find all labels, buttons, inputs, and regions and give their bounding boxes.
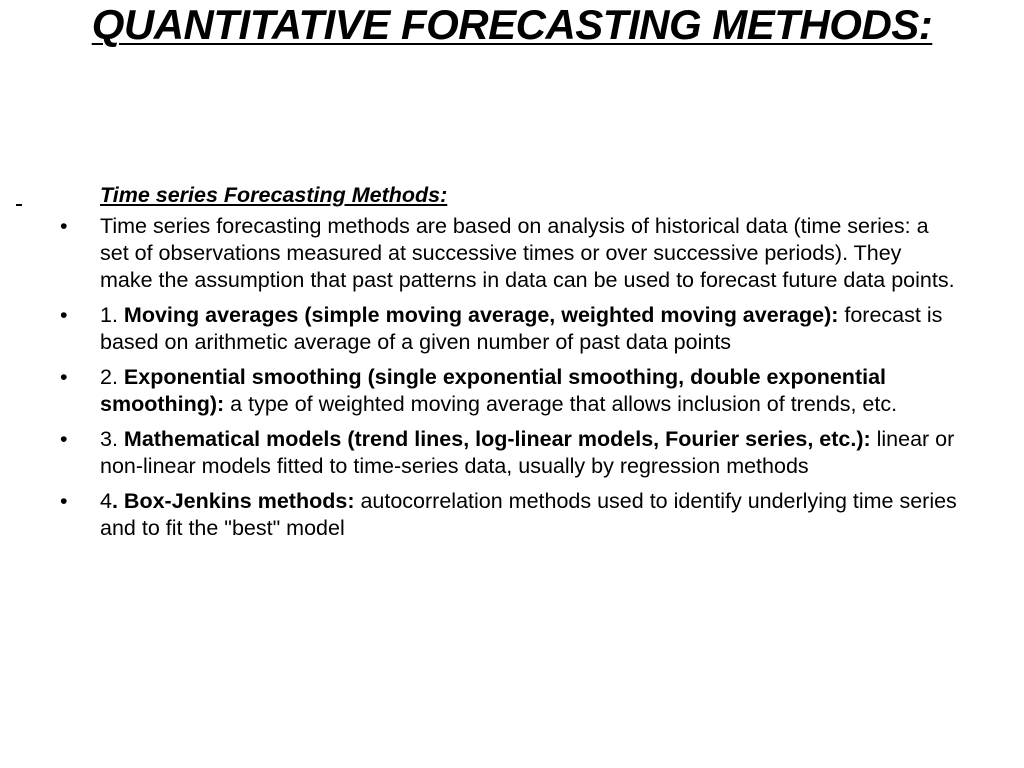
list-item [58, 302, 958, 356]
list-item [58, 488, 958, 542]
item-text: autocorrelation methods used to identify underlying time series and to fit the "best" model [100, 489, 957, 540]
item-prefix: 3. [100, 427, 124, 451]
list-item [58, 426, 958, 480]
item-text: linear or non-linear models fitted to time-series data, usually by regression methods [100, 427, 955, 478]
item-bold-term: Mathematical models (trend lines, log-linear models, Fourier series, etc.): [123, 427, 871, 451]
section-subheading [58, 182, 958, 209]
item-text: forecast is based on arithmetic average of a given number of past data points [100, 303, 943, 354]
bullet-marker: • [60, 214, 68, 238]
bullet-list [58, 213, 958, 542]
item-prefix: 1. [100, 303, 124, 327]
item-text: a type of weighted moving average that allows inclusion of trends, etc. [224, 392, 898, 416]
item-text: Time series forecasting methods are based on analysis of historical data (time series: a set of observations measured at successive times or over successive periods). They make the assumption that past patterns in data can be used to forecast future data points. [100, 214, 955, 292]
subheading-indent [58, 182, 100, 209]
item-prefix: 4 [100, 489, 112, 513]
slide-title: QUANTITATIVE FORECASTING METHODS: [91, 1, 933, 48]
bullet-marker: • [60, 365, 68, 389]
item-bold-term: Moving averages (simple moving average, weighted moving average): [123, 303, 839, 327]
list-item [58, 364, 958, 418]
item-bold-term: . Box-Jenkins methods: [111, 489, 355, 513]
list-item [58, 213, 958, 294]
bullet-marker: • [60, 489, 68, 513]
item-prefix: 2. [100, 365, 124, 389]
slide-content [58, 182, 958, 550]
item-bold-term: Exponential smoothing (single exponential smoothing, double exponential smoothing): [100, 365, 887, 416]
bullet-marker: • [60, 303, 68, 327]
bullet-marker: • [60, 427, 68, 451]
subheading-text: Time series Forecasting Methods: [100, 183, 448, 207]
